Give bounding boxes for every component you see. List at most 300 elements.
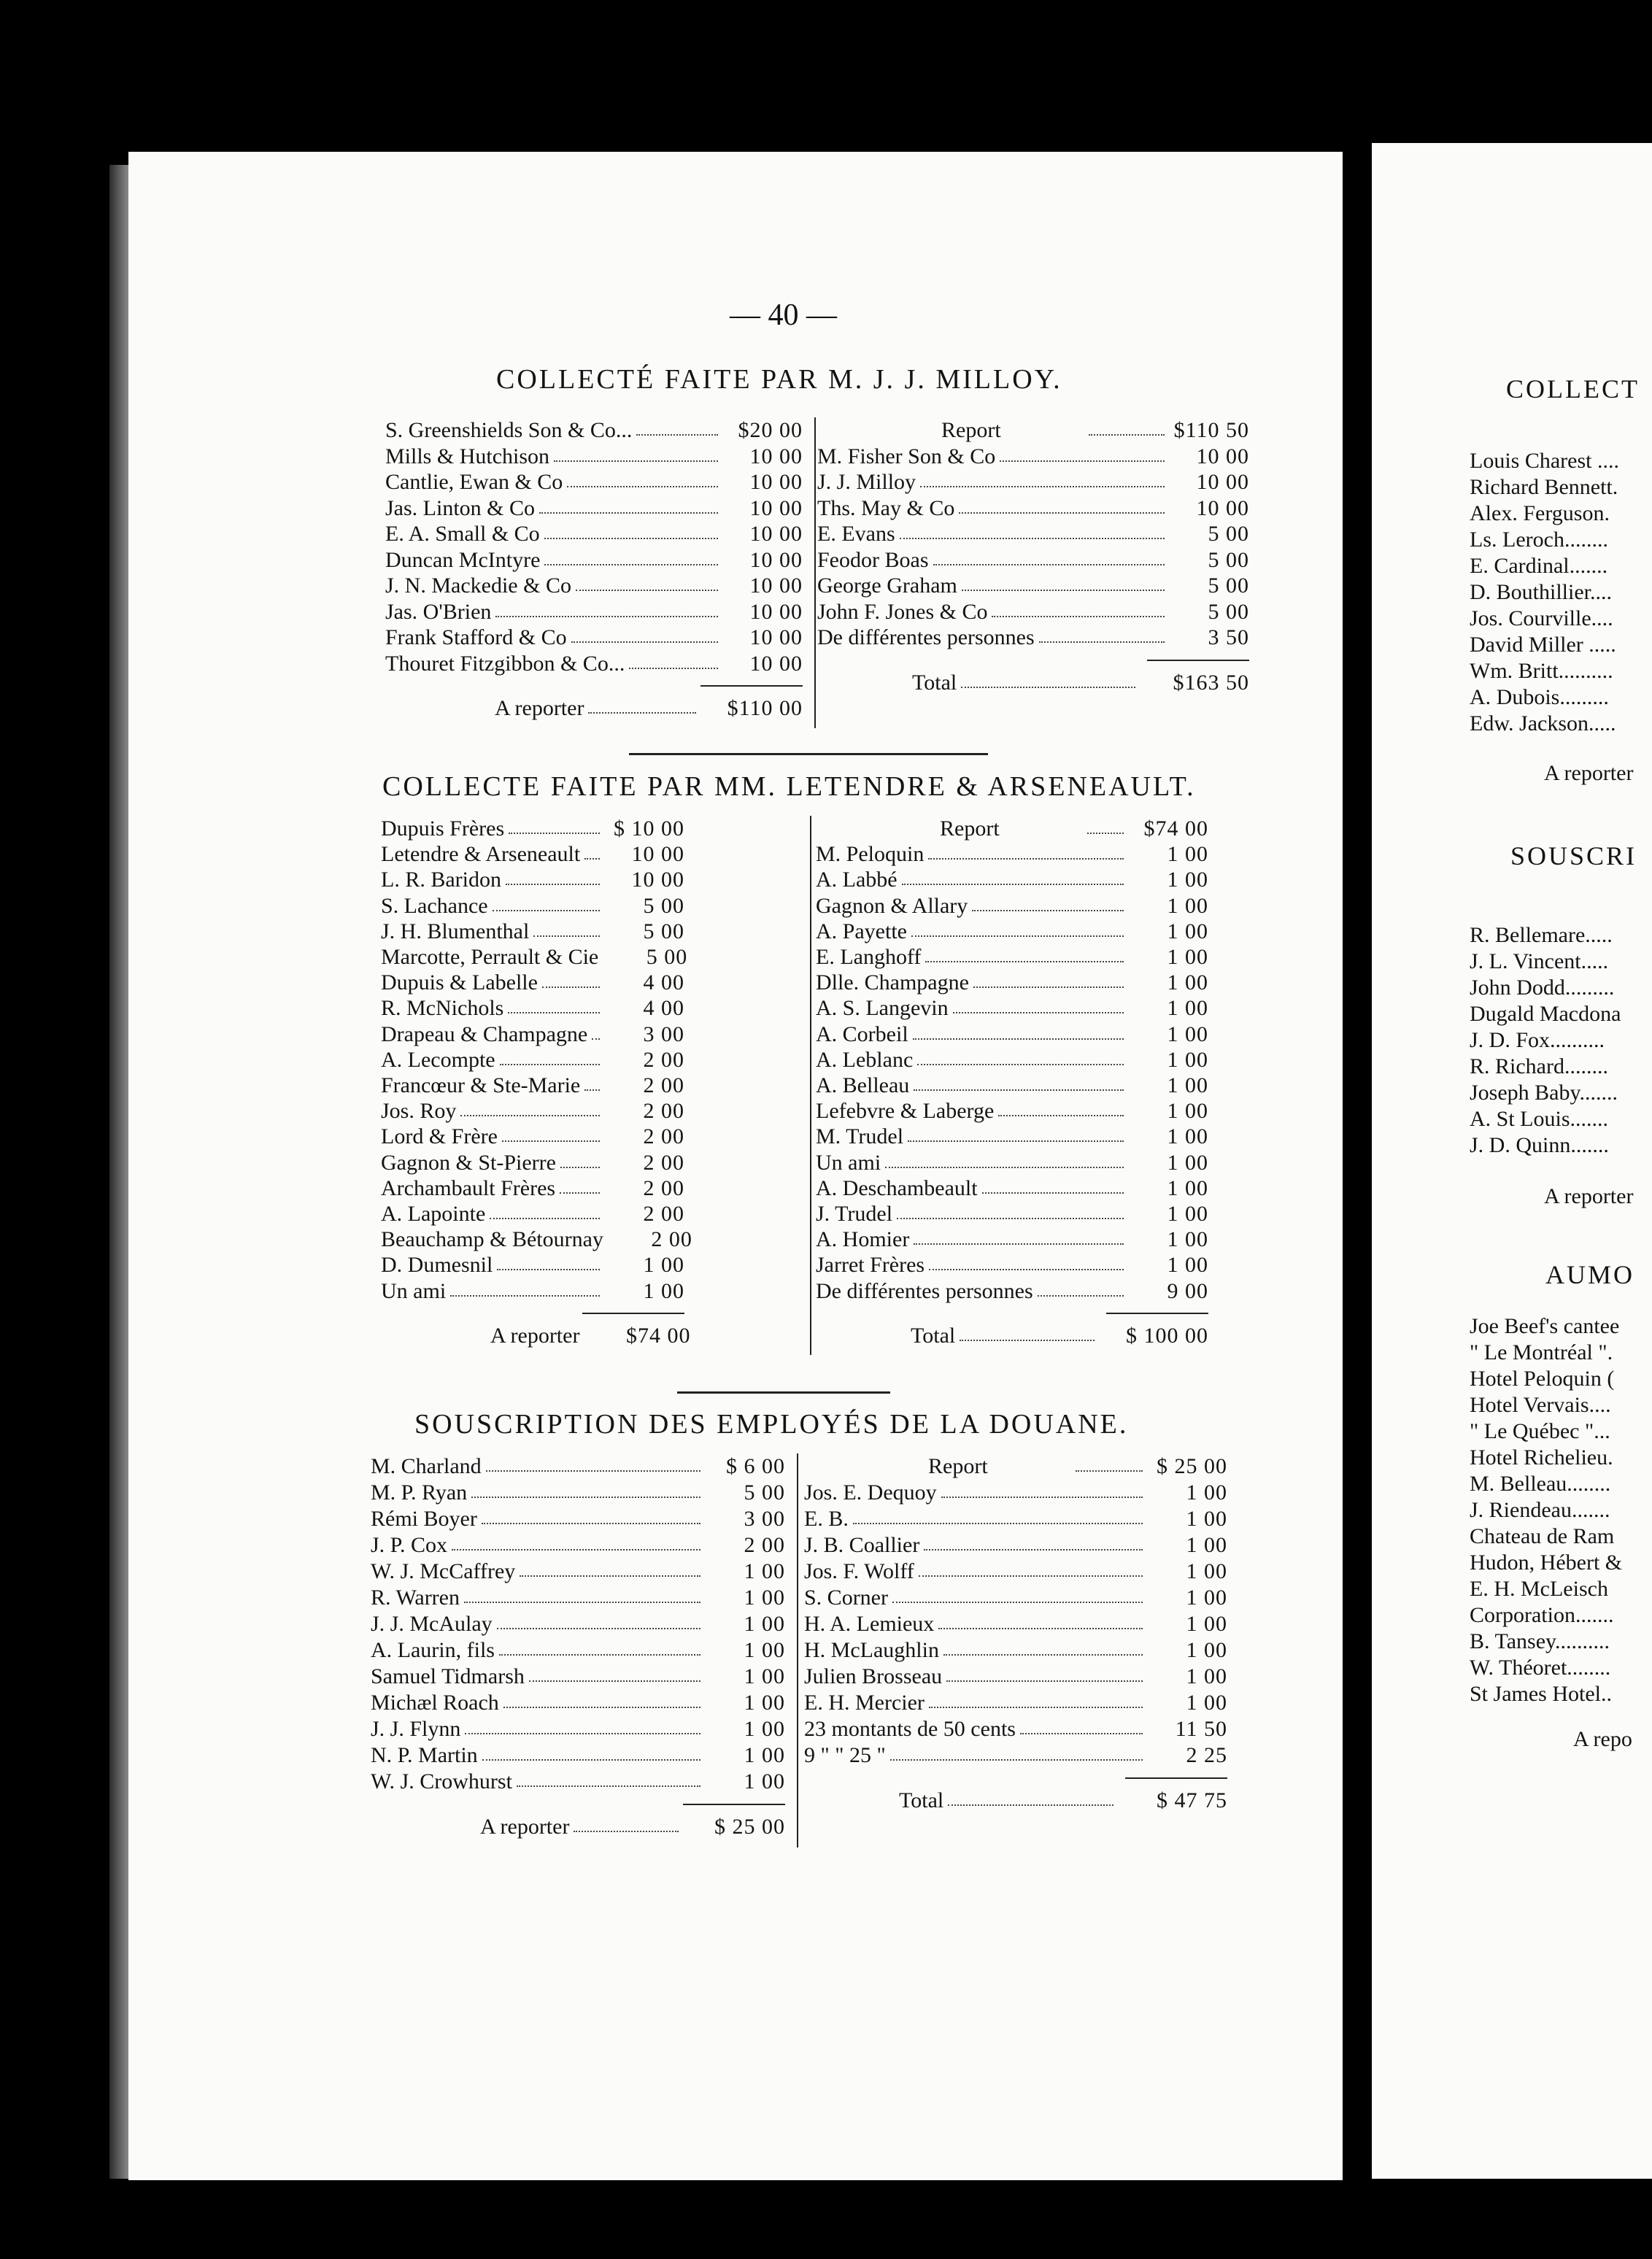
leader-dots (962, 590, 1165, 591)
left-total (495, 695, 803, 722)
entry-amount: 1 00 (1186, 1612, 1227, 1636)
leader-dots (567, 486, 718, 487)
entry-amount: 1 00 (744, 1612, 785, 1636)
entry-amount: 5 00 (744, 1480, 785, 1505)
column-divider (814, 417, 816, 728)
entry-name: Michæl Roach (371, 1691, 499, 1715)
right-page-entry: " Le Montréal ". (1470, 1340, 1613, 1364)
leader-dots (497, 1269, 600, 1270)
entry-amount: 3 50 (1208, 625, 1249, 649)
entry-amount: 1 00 (1186, 1559, 1227, 1583)
entry-name: George Graham (817, 574, 957, 598)
left-entry (381, 1098, 684, 1124)
leader-dots (911, 935, 1124, 937)
leader-dots (636, 434, 718, 436)
entry-amount: 5 00 (643, 893, 684, 918)
total-amount: $ 47 75 (1157, 1788, 1227, 1812)
entry-amount: $ 6 00 (726, 1454, 785, 1478)
entry-amount: 1 00 (1167, 1227, 1208, 1252)
entry-amount: 10 00 (749, 495, 803, 520)
entry-amount: 2 00 (744, 1533, 785, 1557)
entry-amount: 1 00 (1167, 1022, 1208, 1046)
leader-dots (900, 538, 1165, 539)
left-entry (381, 995, 684, 1022)
entry-amount: 9 00 (1167, 1278, 1208, 1303)
right-page-reporter: A reporter (1544, 761, 1634, 785)
entry-amount: 10 00 (749, 470, 803, 494)
entry-name: Dlle. Champagne (816, 970, 969, 995)
entry-amount: 2 00 (643, 1073, 684, 1097)
leader-dots (998, 1115, 1124, 1116)
leader-dots (929, 1269, 1124, 1270)
entry-name: Report (928, 1454, 988, 1478)
entry-amount: 1 00 (1167, 919, 1208, 943)
right-page-entry: Wm. Britt.......... (1470, 659, 1613, 683)
left-entry (381, 970, 684, 996)
entry-name: Thouret Fitzgibbon & Co... (385, 651, 625, 676)
leader-dots (471, 1497, 700, 1498)
leader-dots (972, 910, 1124, 911)
left-entry (371, 1585, 785, 1611)
entry-amount: 2 00 (643, 1047, 684, 1072)
left-entry (385, 469, 803, 495)
leader-dots (917, 1064, 1124, 1065)
right-entry (816, 1073, 1208, 1099)
leader-dots (1076, 1470, 1143, 1472)
left-total (490, 1323, 691, 1349)
left-entry (381, 1175, 684, 1202)
left-entry (385, 651, 803, 677)
section-title: COLLECTÉ FAITE PAR M. J. J. MILLOY. (496, 364, 1062, 395)
entry-amount: 2 00 (643, 1124, 684, 1149)
entry-name: A. Leblanc (816, 1047, 914, 1072)
entry-name: Beauchamp & Bétournay (381, 1227, 603, 1252)
left-entry (381, 1227, 692, 1253)
entry-amount: 10 00 (749, 651, 803, 676)
right-page-entry: R. Bellemare..... (1470, 923, 1613, 947)
entry-name: R. McNichols (381, 996, 504, 1021)
right-page-entry: Chateau de Ram (1470, 1524, 1615, 1548)
right-entry (804, 1559, 1227, 1585)
entry-amount: 10 00 (631, 842, 684, 867)
right-page-entry: Corporation....... (1470, 1603, 1614, 1627)
entry-name: J. B. Coallier (804, 1533, 920, 1557)
leader-dots (542, 986, 600, 988)
entry-name: Jos. Roy (381, 1099, 457, 1124)
right-page-reporter: A repo (1573, 1727, 1632, 1751)
entry-amount: 5 00 (1208, 574, 1249, 598)
left-entry (371, 1559, 785, 1585)
leader-dots (499, 1654, 700, 1656)
entry-name: De différentes personnes (816, 1278, 1033, 1303)
entry-name: Jos. F. Wolff (804, 1559, 914, 1583)
entry-amount: 10 00 (1196, 470, 1249, 494)
entry-name: Rémi Boyer (371, 1507, 477, 1531)
entry-name: R. Warren (371, 1586, 460, 1610)
entry-name: Lord & Frère (381, 1124, 498, 1149)
entry-amount: 1 00 (744, 1586, 785, 1610)
entry-name: Mills & Hutchison (385, 444, 550, 468)
left-entry (371, 1611, 785, 1637)
right-total (911, 1323, 1208, 1349)
entry-name: A. Labbé (816, 868, 898, 892)
leader-dots (973, 986, 1124, 988)
right-entry (817, 625, 1249, 651)
left-entry (371, 1453, 785, 1480)
leader-dots (490, 1218, 600, 1219)
leader-dots (486, 1470, 700, 1472)
right-page-entry: Dugald Macdona (1470, 1002, 1621, 1026)
entry-name: M. Charland (371, 1454, 482, 1478)
right-page-entry: D. Bouthillier.... (1470, 580, 1612, 604)
column-divider (797, 1453, 798, 1847)
entry-amount: 2 00 (643, 1099, 684, 1124)
entry-name: H. A. Lemieux (804, 1612, 935, 1636)
entry-name: Ths. May & Co (817, 495, 955, 520)
right-entry (816, 1201, 1208, 1227)
right-entry (804, 1716, 1227, 1742)
leader-dots (946, 1680, 1143, 1682)
right-entry (816, 970, 1208, 996)
entry-amount: 1 00 (744, 1743, 785, 1767)
left-entry (371, 1480, 785, 1506)
entry-name: J. H. Blumenthal (381, 919, 530, 943)
entry-name: E. A. Small & Co (385, 522, 540, 546)
right-page-heading: COLLECT (1506, 374, 1640, 403)
left-entry (385, 444, 803, 470)
entry-name: L. R. Baridon (381, 868, 501, 892)
right-entry (816, 944, 1208, 970)
entry-amount: 1 00 (643, 1278, 684, 1303)
entry-amount: 1 00 (744, 1559, 785, 1583)
leader-dots (544, 564, 718, 565)
leader-dots (509, 833, 600, 834)
entry-name: Samuel Tidmarsh (371, 1664, 525, 1688)
entry-name: Gagnon & St-Pierre (381, 1150, 556, 1175)
entry-amount: $ 10 00 (614, 816, 684, 841)
entry-amount: 1 00 (1186, 1638, 1227, 1662)
entry-name: A. Payette (816, 919, 907, 943)
entry-amount: 2 00 (643, 1175, 684, 1200)
right-entry (816, 919, 1208, 945)
leader-dots (929, 1707, 1143, 1708)
section-separator (677, 1391, 890, 1394)
entry-name: E. H. Mercier (804, 1691, 925, 1715)
entry-name: Jarret Frères (816, 1253, 925, 1278)
left-entry (371, 1769, 785, 1795)
entry-name: W. J. McCaffrey (371, 1559, 516, 1583)
entry-amount: 1 00 (1167, 1047, 1208, 1072)
entry-amount: 5 00 (1208, 599, 1249, 624)
entry-amount: 1 00 (1167, 893, 1208, 918)
right-entry (817, 547, 1249, 574)
leader-dots (588, 712, 696, 714)
entry-amount: 2 25 (1186, 1743, 1227, 1767)
right-page-entry: R. Richard........ (1470, 1054, 1608, 1078)
left-entry (371, 1716, 785, 1742)
entry-amount: 1 00 (744, 1638, 785, 1662)
entry-name: A. Belleau (816, 1073, 910, 1097)
leader-dots (961, 687, 1135, 688)
entry-name: J. P. Cox (371, 1533, 448, 1557)
entry-amount: 1 00 (1186, 1691, 1227, 1715)
entry-amount: 1 00 (643, 1253, 684, 1278)
right-page-entry: B. Tansey.......... (1470, 1629, 1610, 1653)
sum-rule (1106, 1313, 1208, 1314)
leader-dots (539, 512, 718, 514)
leader-dots (584, 1089, 600, 1091)
left-entry (381, 1278, 684, 1305)
entry-amount: 1 00 (1186, 1533, 1227, 1557)
entry-name: Duncan McIntyre (385, 547, 541, 572)
right-page-entry: W. Théoret........ (1470, 1656, 1611, 1680)
right-page-entry: Joseph Baby....... (1470, 1081, 1618, 1105)
total-label: Total (911, 1323, 956, 1348)
entry-amount: $110 50 (1173, 418, 1249, 442)
entry-amount: 1 00 (744, 1691, 785, 1715)
total-label: A reporter (480, 1815, 570, 1839)
right-page-entry: A. St Louis....... (1470, 1107, 1609, 1131)
left-entry (381, 841, 684, 868)
entry-name: Jas. Linton & Co (385, 495, 536, 520)
leader-dots (571, 641, 718, 643)
entry-name: E. B. (804, 1507, 849, 1531)
left-entry (371, 1637, 785, 1664)
right-entry (816, 1278, 1208, 1305)
leader-dots (924, 1549, 1143, 1551)
leader-dots (576, 590, 718, 591)
leader-dots (560, 1167, 600, 1168)
entry-name: H. McLaughlin (804, 1638, 939, 1662)
left-entry (371, 1506, 785, 1532)
leader-dots (560, 1192, 600, 1194)
entry-name: A. Corbeil (816, 1022, 908, 1046)
right-entry (816, 893, 1208, 919)
right-page-entry: J. L. Vincent..... (1470, 949, 1609, 973)
right-entry (816, 1124, 1208, 1150)
leader-dots (933, 564, 1165, 565)
entry-amount: 1 00 (1167, 1253, 1208, 1278)
leader-dots (465, 1733, 700, 1734)
right-page-entry: E. H. McLeisch (1470, 1577, 1608, 1601)
right-total (899, 1788, 1227, 1814)
entry-amount: 1 00 (1167, 1124, 1208, 1149)
right-entry (816, 1098, 1208, 1124)
entry-amount: 1 00 (1167, 970, 1208, 995)
sum-rule (683, 1804, 785, 1805)
entry-name: Jas. O'Brien (385, 599, 492, 624)
entry-name: E. Langhoff (816, 945, 922, 969)
leader-dots (948, 1804, 1113, 1806)
leader-dots (450, 1295, 600, 1297)
right-page-entry: Richard Bennett. (1470, 475, 1618, 499)
entry-name: Lefebvre & Laberge (816, 1099, 995, 1124)
entry-amount: 2 00 (643, 1202, 684, 1226)
entry-amount: 10 00 (749, 547, 803, 572)
leader-dots (493, 910, 600, 911)
right-page-entry: Jos. Courville.... (1470, 606, 1613, 630)
left-entry (381, 1073, 684, 1099)
entry-amount: 5 00 (1208, 522, 1249, 546)
total-amount: $74 00 (625, 1323, 691, 1348)
right-entry (804, 1585, 1227, 1611)
entry-amount: 10 00 (1196, 495, 1249, 520)
total-amount: $110 00 (727, 696, 803, 720)
left-entry (385, 573, 803, 599)
leader-dots (554, 460, 718, 462)
entry-name: A. Lecompte (381, 1047, 495, 1072)
leader-dots (925, 961, 1124, 962)
leader-dots (1087, 833, 1124, 834)
right-page-entry: Alex. Ferguson. (1470, 501, 1610, 525)
entry-name: A. Lapointe (381, 1202, 486, 1226)
entry-amount: 10 00 (1196, 444, 1249, 468)
entry-name: M. Trudel (816, 1124, 904, 1149)
total-amount: $163 50 (1173, 670, 1249, 695)
right-entry (817, 573, 1249, 599)
leader-dots (500, 1064, 600, 1065)
right-entry (804, 1637, 1227, 1664)
entry-amount: 10 00 (749, 522, 803, 546)
entry-amount: 5 00 (646, 945, 688, 969)
right-entry (804, 1690, 1227, 1716)
entry-name: D. Dumesnil (381, 1253, 493, 1278)
leader-dots (452, 1549, 700, 1551)
left-entry (385, 417, 803, 444)
entry-name: Archambault Frères (381, 1175, 556, 1200)
right-page-entry: " Le Québec "... (1470, 1419, 1610, 1443)
entry-name: Julien Brosseau (804, 1664, 943, 1688)
leader-dots (517, 1785, 700, 1787)
report-entry (816, 816, 1208, 842)
leader-dots (953, 1012, 1124, 1013)
right-page-entry: John Dodd......... (1470, 976, 1615, 1000)
leader-dots (920, 486, 1165, 487)
leader-dots (1089, 434, 1165, 436)
right-page-entry: David Miller ..... (1470, 633, 1616, 657)
leader-dots (1039, 641, 1165, 643)
sum-rule (582, 1313, 684, 1314)
leader-dots (503, 1707, 700, 1708)
entry-amount: 1 00 (1167, 1202, 1208, 1226)
entry-name: J. J. Milloy (817, 470, 916, 494)
left-entry (381, 944, 688, 970)
right-page-entry: Ls. Leroch........ (1470, 528, 1608, 552)
right-page-entry: Louis Charest .... (1470, 449, 1619, 473)
leader-dots (1020, 1733, 1143, 1734)
entry-amount: 10 00 (749, 625, 803, 649)
entry-amount: 1 00 (1186, 1664, 1227, 1688)
entry-name: A. Laurin, fils (371, 1638, 495, 1662)
leader-dots (959, 512, 1165, 514)
leader-dots (853, 1523, 1143, 1524)
right-entry (816, 1047, 1208, 1073)
leader-dots (928, 858, 1124, 860)
right-page-entry: Hotel Vervais.... (1470, 1393, 1611, 1417)
leader-dots (502, 1140, 600, 1142)
entry-name: Francœur & Ste-Marie (381, 1073, 581, 1097)
right-page-entry: Hotel Richelieu. (1470, 1445, 1613, 1470)
leader-dots (890, 1759, 1143, 1761)
right-page-heading: AUMO (1545, 1260, 1635, 1289)
right-entry (816, 867, 1208, 893)
leader-dots (892, 1602, 1143, 1603)
left-entry (371, 1690, 785, 1716)
right-entry (816, 1175, 1208, 1202)
entry-amount: 5 00 (1208, 547, 1249, 572)
entry-name: John F. Jones & Co (817, 599, 988, 624)
section-title: COLLECTE FAITE PAR MM. LETENDRE & ARSENEAULT. (382, 771, 1196, 802)
left-entry (381, 867, 684, 893)
right-entry (816, 995, 1208, 1022)
right-page-entry: St James Hotel.. (1470, 1682, 1612, 1706)
entry-name: N. P. Martin (371, 1743, 478, 1767)
entry-name: 23 montants de 50 cents (804, 1717, 1016, 1741)
entry-name: Frank Stafford & Co (385, 625, 567, 649)
entry-name: M. P. Ryan (371, 1480, 468, 1505)
entry-name: E. Evans (817, 522, 895, 546)
leader-dots (533, 935, 600, 937)
entry-name: S. Lachance (381, 893, 488, 918)
right-entry (804, 1742, 1227, 1769)
entry-amount: 1 00 (1186, 1586, 1227, 1610)
entry-amount: 4 00 (643, 970, 684, 995)
leader-dots (914, 1089, 1124, 1091)
right-page-entry: E. Cardinal....... (1470, 554, 1608, 578)
entry-name: Un ami (381, 1278, 447, 1303)
leader-dots (902, 884, 1124, 885)
leader-dots (938, 1628, 1143, 1629)
right-entry (817, 495, 1249, 522)
leader-dots (464, 1602, 700, 1603)
right-entry (816, 841, 1208, 868)
entry-name: S. Corner (804, 1586, 888, 1610)
leader-dots (919, 1575, 1143, 1577)
entry-amount: 1 00 (1167, 1150, 1208, 1175)
entry-name: A. Deschambeault (816, 1175, 978, 1200)
section-separator (629, 753, 988, 755)
leader-dots (495, 616, 718, 617)
leader-dots (1038, 1295, 1124, 1297)
right-page-entry: Edw. Jackson..... (1470, 711, 1616, 735)
leader-dots (1000, 460, 1165, 462)
sum-rule (700, 685, 803, 687)
right-page-entry: Hudon, Hébert & (1470, 1551, 1623, 1575)
entry-name: Dupuis & Labelle (381, 970, 538, 995)
entry-amount: 1 00 (744, 1664, 785, 1688)
entry-amount: 10 00 (749, 444, 803, 468)
left-total (480, 1814, 785, 1840)
right-entry (804, 1611, 1227, 1637)
entry-name: J. N. Mackedie & Co (385, 574, 571, 598)
entry-name: J. J. McAulay (371, 1612, 493, 1636)
section-title: SOUSCRIPTION DES EMPLOYÉS DE LA DOUANE. (414, 1409, 1129, 1440)
entry-name: A. S. Langevin (816, 996, 949, 1021)
entry-amount: 1 00 (744, 1717, 785, 1741)
right-entry (817, 469, 1249, 495)
right-entry (817, 599, 1249, 625)
left-entry (385, 599, 803, 625)
entry-amount: 10 00 (749, 574, 803, 598)
report-entry (817, 417, 1249, 444)
total-amount: $ 25 00 (714, 1815, 785, 1839)
leader-dots (992, 616, 1165, 617)
entry-name: Report (940, 816, 1000, 841)
entry-amount: 3 00 (643, 1022, 684, 1046)
right-page (1372, 143, 1652, 2179)
entry-amount: 4 00 (643, 996, 684, 1021)
right-total (912, 670, 1249, 696)
